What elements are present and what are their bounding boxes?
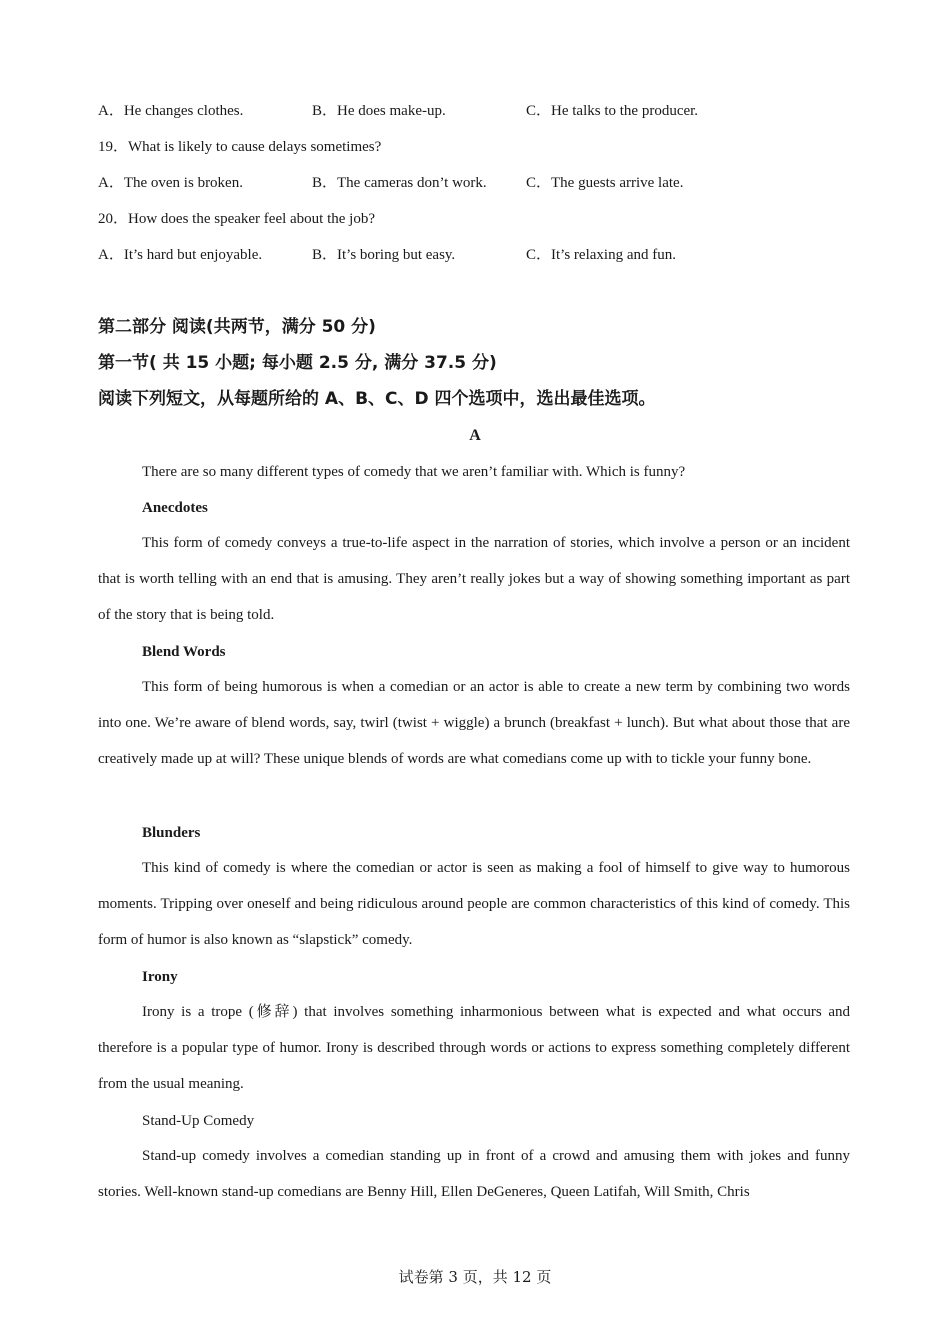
q19-stem: 19．What is likely to cause delays sometimes? [98,139,382,155]
q18-option-a: A．He changes clothes. [98,103,244,119]
section-text-blend-words: This form of being humorous is when a comedian or an actor is able to create a new term by combining two words into one. We’re aware of blend words, say, twirl (twist + wiggle) a brunch (breakfast + lunch). But what about those that are creatively made up at will? These unique blends of words are what comedians come up with to tickle your funny bone. [98,679,850,768]
passage-intro: There are so many different types of comedy that we aren’t familiar with. Which is funny? [142,464,686,480]
section-text-blunders: This kind of comedy is where the comedian or actor is seen as making a fool of himself to give way to humorous moments. Tripping over oneself and being ridiculous around people are common characteristics of this kind of comedy. This form of humor is also known as “slapstick” comedy. [98,860,850,949]
q19-option-c: C．The guests arrive late. [526,175,684,191]
q19-option-a: A．The oven is broken. [98,175,243,191]
section-title-blend-words: Blend Words [142,644,226,660]
passage-letter: A [469,427,481,444]
section-title-stand-up: Stand-Up Comedy [142,1113,255,1129]
section-text-stand-up: Stand-up comedy involves a comedian standing up in front of a crowd and amusing them with jokes and funny stories. Well-known stand-up comedians are Benny Hill, Ellen DeGeneres, Queen Latifah, Will Smith, Chris [98,1148,850,1201]
q18-options [98,100,858,122]
part-heading: 第二部分 阅读(共两节，满分 50 分) [98,317,376,337]
q20-options [98,244,858,266]
q20-stem: 20．How does the speaker feel about the job? [98,211,375,227]
section-title-anecdotes: Anecdotes [142,500,208,516]
section-text-anecdotes: This form of comedy conveys a true-to-life aspect in the narration of stories, which involve a person or an incident that is worth telling with an end that is amusing. They aren’t really jokes but a way of showing something important as part of the story that is being told. [98,535,850,624]
section-heading: 第一节( 共 15 小题; 每小题 2.5 分, 满分 37.5 分) [98,353,497,373]
section-title-irony: Irony [142,969,178,985]
q18-option-b: B．He does make-up. [312,103,446,119]
q20-option-c: C．It’s relaxing and fun. [526,247,676,263]
q19-options [98,172,858,194]
instruction-heading: 阅读下列短文，从每题所给的 A、B、C、D 四个选项中，选出最佳选项。 [98,389,656,409]
q19-option-b: B．The cameras don’t work. [312,175,487,191]
section-title-blunders: Blunders [142,825,201,841]
page-footer: 试卷第 3 页，共 12 页 [398,1268,552,1286]
section-text-irony: Irony is a trope (修辞) that involves something inharmonious between what is expected and what occurs and therefore is a popular type of humor. Irony is described through words or actions to express something completely different from the usual meaning. [98,1004,850,1093]
q20-option-a: A．It’s hard but enjoyable. [98,247,263,263]
q20-option-b: B．It’s boring but easy. [312,247,456,263]
q18-option-c: C．He talks to the producer. [526,103,699,119]
